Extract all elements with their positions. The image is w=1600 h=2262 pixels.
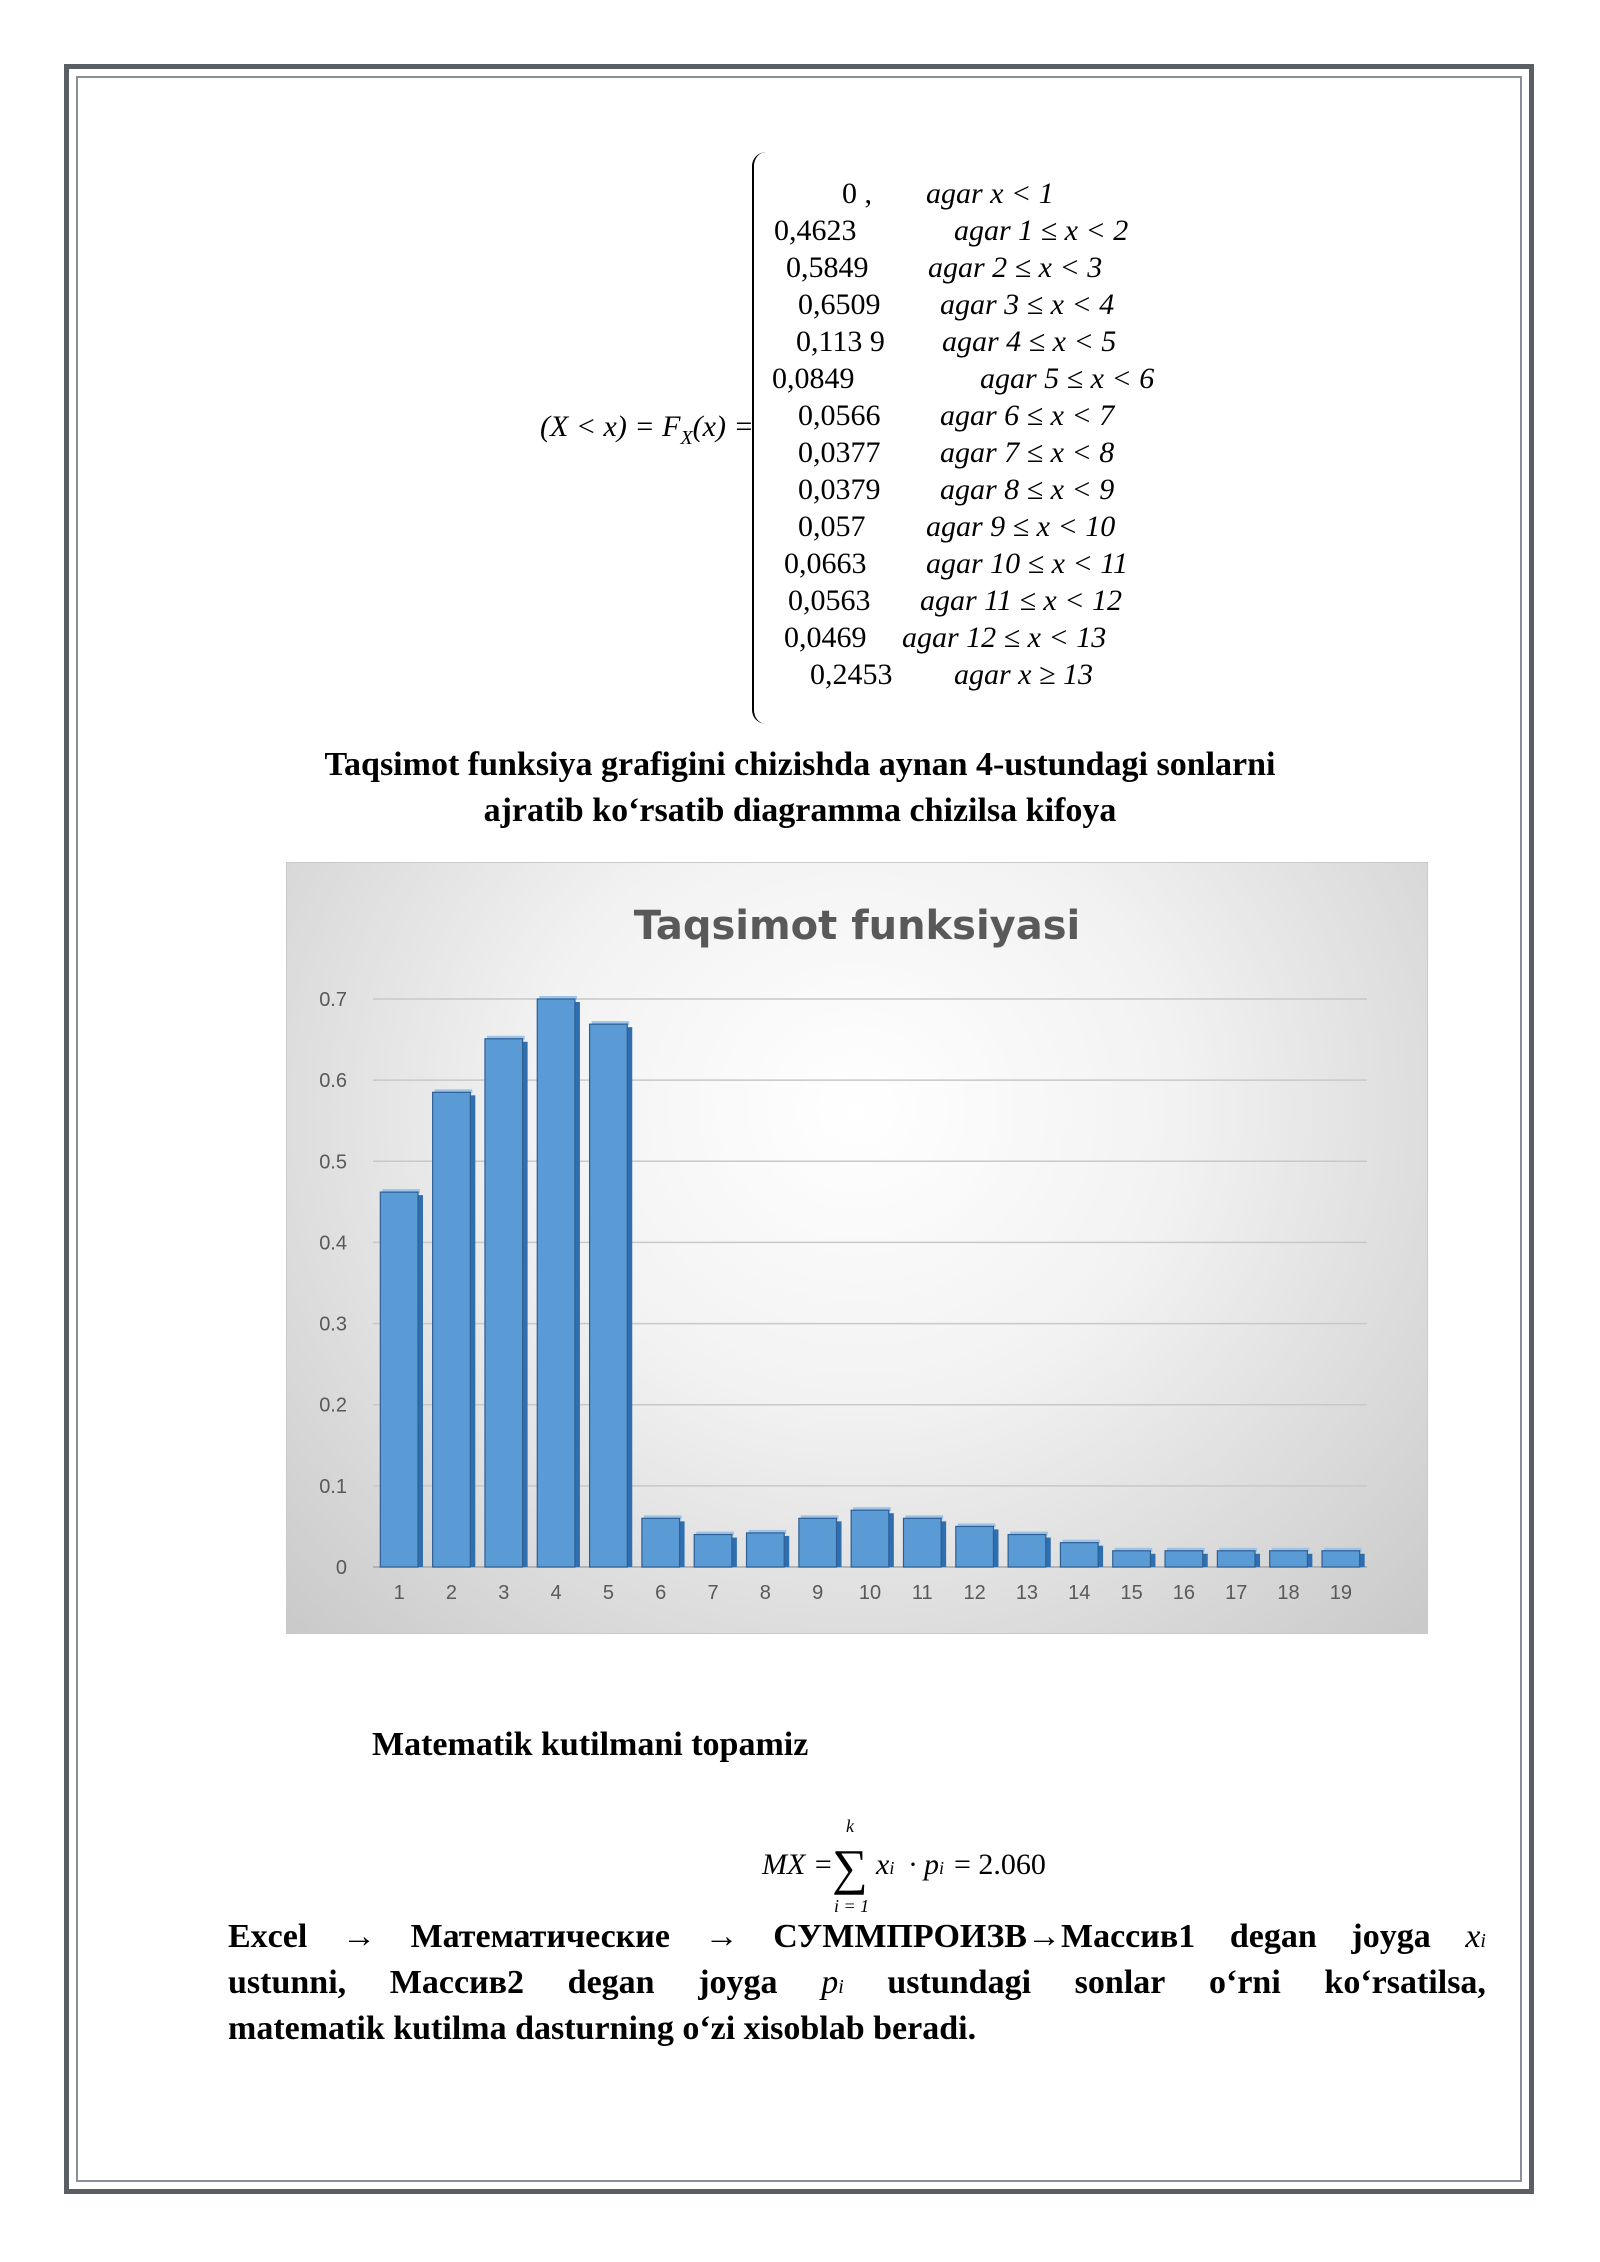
- x-tick-label: 2: [445, 1582, 458, 1604]
- bar: [433, 1092, 471, 1567]
- para-line-3: matematik kutilma dasturning o‘zi xisoblab beradi.: [228, 2010, 977, 2047]
- y-tick-label: 0.2: [319, 1394, 347, 1417]
- formula-condition: agar x ≥ 13: [954, 658, 1093, 691]
- para-line-1: Excel → Математические → СУММПРОИЗВ→Массив1 degan joyga xi: [228, 1918, 1486, 1955]
- formula-value: 0,0566: [798, 399, 881, 432]
- formula-value: 0,5849: [786, 251, 869, 284]
- bar: [380, 1192, 418, 1567]
- formula-value: 0,0663: [784, 547, 867, 580]
- bar-side: [1098, 1546, 1103, 1567]
- x-tick-label: 17: [1225, 1582, 1248, 1604]
- formula-value: 0,113 9: [796, 325, 885, 358]
- mx-sigma: ∑: [832, 1839, 868, 1895]
- x-tick-label: 18: [1277, 1582, 1300, 1604]
- bar-side: [627, 1027, 632, 1567]
- bar-side: [1307, 1554, 1312, 1567]
- formula-value: 0,0377: [798, 436, 881, 469]
- formula-brace: [752, 152, 768, 724]
- expectation-formula: [762, 1812, 1062, 1922]
- para-line-2: ustunni, Массив2 degan joyga pi ustundagi sonlar o‘rni ko‘rsatilsa,: [228, 1964, 1486, 2001]
- formula-value: 0,0379: [798, 473, 881, 506]
- formula-condition: agar 5 ≤ x < 6: [980, 362, 1155, 395]
- bar: [1008, 1535, 1046, 1567]
- bar: [694, 1535, 732, 1567]
- formula-lhs: $(X < x) = F_X(x)$ =: [540, 410, 754, 449]
- distribution-chart: [286, 862, 1428, 1634]
- bar: [642, 1518, 680, 1567]
- formula-value: 0,057: [798, 510, 866, 543]
- bar-side: [1150, 1554, 1155, 1567]
- formula-value: 0,0849: [772, 362, 855, 395]
- bar-side: [523, 1042, 528, 1567]
- formula-condition: agar x < 1: [926, 177, 1054, 210]
- x-tick-label: 12: [963, 1582, 986, 1604]
- section-heading: Matematik kutilmani topamiz: [372, 1726, 809, 1763]
- formula-condition: agar 11 ≤ x < 12: [920, 584, 1122, 617]
- bar-side: [1203, 1554, 1208, 1567]
- y-tick-label: 0.7: [319, 989, 347, 1011]
- bar-side: [941, 1521, 946, 1567]
- mx-lower: i = 1: [834, 1896, 870, 1916]
- mx-dot: ·: [908, 1848, 918, 1881]
- x-tick-label: 4: [550, 1582, 562, 1604]
- bar: [537, 999, 575, 1567]
- formula-condition: agar 1 ≤ x < 2: [954, 214, 1129, 247]
- bar: [1113, 1551, 1151, 1567]
- bar-side: [680, 1521, 685, 1567]
- mx-upper: k: [846, 1816, 854, 1836]
- formula-condition: agar 3 ≤ x < 4: [940, 288, 1115, 321]
- bar: [1270, 1551, 1308, 1567]
- x-tick-label: 6: [655, 1582, 667, 1604]
- formula-value: 0,6509: [798, 288, 881, 321]
- bar: [1165, 1551, 1203, 1567]
- bar: [590, 1024, 628, 1567]
- bar: [956, 1526, 994, 1567]
- x-tick-label: 15: [1120, 1582, 1143, 1604]
- bar: [1217, 1551, 1255, 1567]
- bar: [1322, 1551, 1360, 1567]
- y-tick-label: 0.1: [319, 1475, 347, 1498]
- x-tick-label: 9: [812, 1582, 824, 1604]
- formula-condition: agar 7 ≤ x < 8: [940, 436, 1115, 469]
- distribution-formula: [0, 0, 1600, 740]
- y-tick-label: 0: [335, 1557, 347, 1579]
- formula-condition: agar 6 ≤ x < 7: [940, 399, 1115, 432]
- x-tick-label: 8: [759, 1582, 771, 1604]
- x-tick-label: 11: [911, 1582, 933, 1604]
- bar-side: [784, 1536, 789, 1567]
- chart-plot: [287, 863, 1427, 1633]
- bar: [903, 1518, 941, 1567]
- bar: [1060, 1543, 1098, 1567]
- formula-value: 0,4623: [774, 214, 857, 247]
- instruction-paragraph: [228, 1914, 1486, 2052]
- x-tick-label: 14: [1068, 1582, 1091, 1604]
- formula-condition: agar 8 ≤ x < 9: [940, 473, 1115, 506]
- bar: [747, 1533, 785, 1567]
- bar-side: [470, 1095, 475, 1567]
- x-tick-label: 10: [858, 1582, 882, 1604]
- bar-side: [837, 1521, 842, 1567]
- mx-lhs: MX =: [762, 1848, 834, 1881]
- bar: [485, 1039, 523, 1567]
- x-tick-label: 1: [393, 1582, 405, 1604]
- mx-term: xi: [876, 1848, 895, 1881]
- x-tick-label: 16: [1172, 1582, 1196, 1604]
- formula-value: 0,0563: [788, 584, 871, 617]
- formula-condition: agar 4 ≤ x < 5: [942, 325, 1117, 358]
- mx-term2: pi: [924, 1848, 945, 1881]
- x-tick-label: 7: [707, 1582, 719, 1604]
- formula-value: 0 ,: [842, 177, 872, 210]
- formula-condition: agar 2 ≤ x < 3: [928, 251, 1103, 284]
- bar-side: [575, 1002, 580, 1567]
- y-tick-label: 0.4: [319, 1232, 347, 1255]
- bar: [799, 1518, 837, 1567]
- bar-side: [1255, 1554, 1260, 1567]
- formula-value: 0,2453: [810, 658, 893, 691]
- bar-side: [1046, 1538, 1051, 1567]
- chart-title: Taqsimot funksiyasi: [633, 903, 1081, 949]
- x-tick-label: 19: [1329, 1582, 1352, 1604]
- bar-side: [1360, 1554, 1365, 1567]
- y-tick-label: 0.6: [319, 1070, 347, 1093]
- bar: [851, 1510, 889, 1567]
- formula-condition: agar 9 ≤ x < 10: [926, 510, 1116, 543]
- y-tick-label: 0.3: [319, 1313, 347, 1336]
- x-tick-label: 3: [498, 1582, 510, 1604]
- formula-condition: agar 10 ≤ x < 11: [926, 547, 1128, 580]
- caption-line-2: ajratib ko‘rsatib diagramma chizilsa kifoya: [483, 792, 1117, 829]
- x-tick-label: 5: [602, 1582, 614, 1604]
- bar-side: [732, 1538, 737, 1567]
- caption-line-1: Taqsimot funksiya grafigini chizishda aynan 4-ustundagi sonlarni: [324, 746, 1276, 783]
- y-tick-label: 0.5: [319, 1151, 347, 1174]
- x-tick-label: 13: [1015, 1582, 1039, 1604]
- bar-side: [889, 1513, 894, 1567]
- bar-side: [418, 1195, 423, 1567]
- formula-value: 0,0469: [784, 621, 867, 654]
- formula-condition: agar 12 ≤ x < 13: [902, 621, 1107, 654]
- bar-side: [993, 1529, 998, 1567]
- mx-rhs: = 2.060: [954, 1848, 1046, 1881]
